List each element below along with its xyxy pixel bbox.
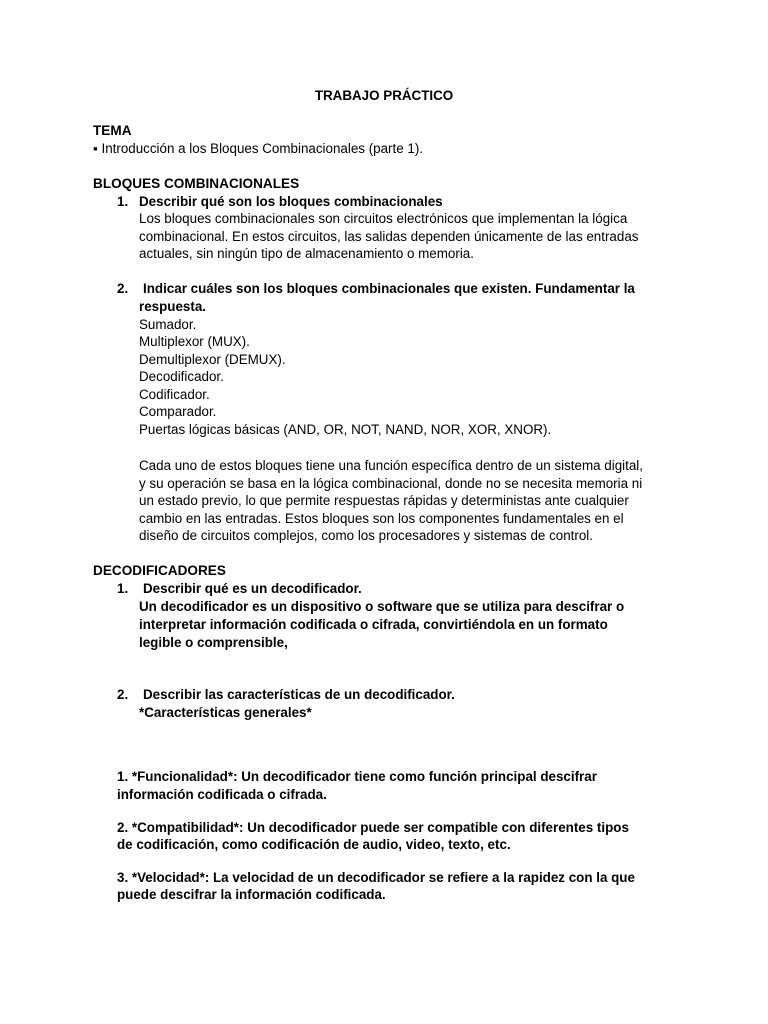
bloques-q1-number: 1. — [117, 194, 129, 209]
bloques-q1-answer-line: Los bloques combinacionales son circuitos electrónicos que implementan la lógica — [139, 211, 628, 226]
decod-q1-question: Describir qué es un decodificador. — [143, 581, 362, 596]
bloques-q2-question-line: Indicar cuáles son los bloques combinacionales que existen. Fundamentar la — [143, 281, 635, 296]
bloques-paragraph-line: y su operación se basa en la lógica combinacional, donde no se necesita memoria ni — [139, 476, 643, 491]
bloques-q2-question-line: respuesta. — [139, 299, 206, 314]
list-item: Demultiplexor (DEMUX). — [139, 352, 286, 367]
feature-line: de codificación, como codificación de audio, video, texto, etc. — [117, 837, 511, 852]
bloques-paragraph-line: cambio en las entradas. Estos bloques son los componentes fundamentales en el — [139, 511, 624, 526]
page-title: TRABAJO PRÁCTICO — [314, 88, 454, 103]
decod-q1-answer-line: interpretar información codificada o cifrada, convirtiéndola en un formato — [139, 617, 608, 632]
feature-line: 1. *Funcionalidad*: Un decodificador tiene como función principal descifrar — [117, 769, 597, 784]
list-item: Decodificador. — [139, 369, 224, 384]
list-item: Comparador. — [139, 404, 217, 419]
decod-q1-number: 1. — [117, 581, 129, 596]
feature-line: 3. *Velocidad*: La velocidad de un decodificador se refiere a la rapidez con la que — [117, 870, 635, 885]
decodificadores-heading: DECODIFICADORES — [93, 563, 226, 578]
bloques-paragraph-line: Cada uno de estos bloques tiene una función específica dentro de un sistema digital, — [139, 458, 643, 473]
bloques-q2-number: 2. — [117, 281, 129, 296]
bloques-q1-answer-line: actuales, sin ningún tipo de almacenamiento o memoria. — [139, 246, 474, 261]
decod-q2-question: Describir las características de un decodificador. — [143, 687, 455, 702]
bloques-paragraph-line: un estado previo, lo que permite respuestas rápidas y deterministas ante cualquier — [139, 493, 629, 508]
decod-q2-subheading: *Características generales* — [139, 705, 312, 720]
tema-item: ▪ Introducción a los Bloques Combinacionales (parte 1). — [93, 141, 424, 156]
bloques-q1-answer-line: combinacional. En estos circuitos, las salidas dependen únicamente de las entradas — [139, 229, 639, 244]
tema-heading: TEMA — [93, 123, 132, 138]
bloques-paragraph-line: diseño de circuitos complejos, como los procesadores y sistemas de control. — [139, 528, 594, 543]
list-item: Puertas lógicas básicas (AND, OR, NOT, NAND, NOR, XOR, XNOR). — [139, 422, 552, 437]
feature-line: 2. *Compatibilidad*: Un decodificador puede ser compatible con diferentes tipos — [117, 820, 629, 835]
decod-q1-answer-line: legible o comprensible, — [139, 635, 288, 650]
decod-q2-number: 2. — [117, 687, 129, 702]
decod-q1-answer-line: Un decodificador es un dispositivo o software que se utiliza para descifrar o — [139, 599, 625, 614]
list-item: Multiplexor (MUX). — [139, 334, 250, 349]
bloques-q1-question: Describir qué son los bloques combinacionales — [139, 194, 443, 209]
feature-line: puede descifrar la información codificada. — [117, 887, 386, 902]
bloques-heading: BLOQUES COMBINACIONALES — [93, 176, 300, 191]
feature-line: información codificada o cifrada. — [117, 787, 327, 802]
list-item: Sumador. — [139, 317, 197, 332]
list-item: Codificador. — [139, 387, 210, 402]
